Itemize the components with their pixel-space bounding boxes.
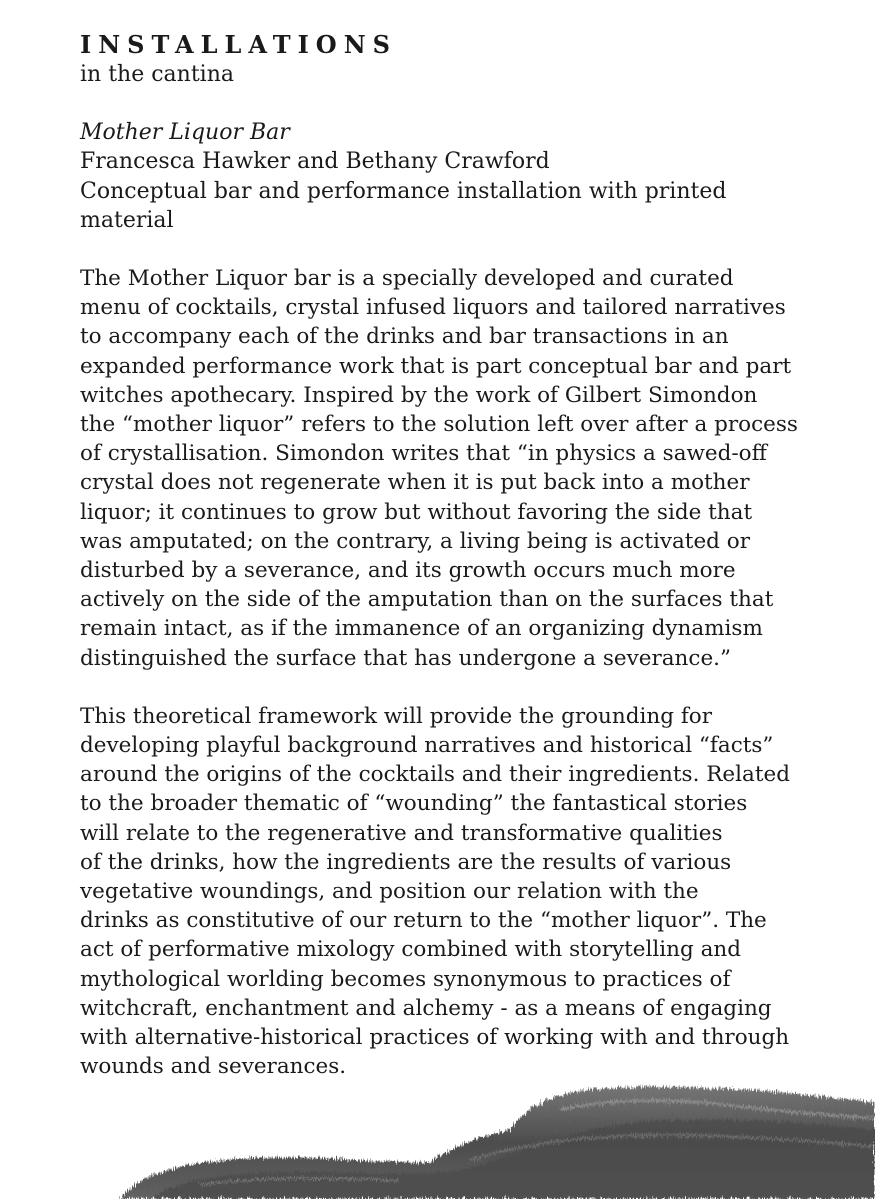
text-line: will relate to the regenerative and transformative qualities xyxy=(80,820,723,846)
ink-brush-stroke xyxy=(0,1060,875,1199)
text-line: witchcraft, enchantment and alchemy - as a means of engaging xyxy=(80,995,772,1021)
section-subheading: in the cantina xyxy=(80,62,234,87)
text-line: liquor; it continues to grow but without favoring the side that xyxy=(80,499,753,525)
text-line: menu of cocktails, crystal infused liquors and tailored narratives xyxy=(80,295,786,321)
text-line: The Mother Liquor bar is a specially developed and curated xyxy=(80,266,734,292)
text-line: vegetative woundings, and position our relation with the xyxy=(80,879,699,905)
work-info xyxy=(80,118,810,235)
spacer xyxy=(80,89,810,118)
text-line: around the origins of the cocktails and their ingredients. Related xyxy=(80,762,790,788)
text-line: the “mother liquor” refers to the solution left over after a process xyxy=(80,412,798,438)
text-line: actively on the side of the amputation than on the surfaces that xyxy=(80,587,774,613)
text-line: This theoretical framework will provide the grounding for xyxy=(80,703,713,729)
text-line: to accompany each of the drinks and bar transactions in an xyxy=(80,324,729,350)
text-line: to the broader thematic of “wounding” the fantastical stories xyxy=(80,791,748,817)
text-line: distinguished the surface that has undergone a severance.” xyxy=(80,645,731,671)
spacer xyxy=(80,235,810,264)
text-line: expanded performance work that is part conceptual bar and part xyxy=(80,353,792,379)
text-line: of the drinks, how the ingredients are the results of various xyxy=(80,849,732,875)
text-line: drinks as constitutive of our return to the “mother liquor”. The xyxy=(80,908,767,934)
spacer xyxy=(80,673,810,702)
text-line: disturbed by a severance, and its growth occurs much more xyxy=(80,558,736,584)
text-line: with alternative-historical practices of working with and through xyxy=(80,1025,790,1051)
text-line: crystal does not regenerate when it is put back into a mother xyxy=(80,470,750,496)
text-line: developing playful background narratives and historical “facts” xyxy=(80,733,774,759)
text-line: act of performative mixology combined with storytelling and xyxy=(80,937,742,963)
text-line: remain intact, as if the immanence of an organizing dynamism xyxy=(80,616,763,642)
text-line: wounds and severances. xyxy=(80,1054,347,1080)
section-heading: INSTALLATIONS xyxy=(80,30,397,59)
text-line: was amputated; on the contrary, a living being is activated or xyxy=(80,528,750,554)
work-medium-line-2: material xyxy=(80,207,174,233)
work-title: Mother Liquor Bar xyxy=(80,120,290,146)
text-line: witches apothecary. Inspired by the work of Gilbert Simondon xyxy=(80,382,758,408)
work-medium-line-1: Conceptual bar and performance installation with printed xyxy=(80,178,727,204)
document-body xyxy=(80,30,810,1082)
text-line: mythological worlding becomes synonymous to practices of xyxy=(80,966,731,992)
work-artists: Francesca Hawker and Bethany Crawford xyxy=(80,149,550,175)
text-line: of crystallisation. Simondon writes that “in physics a sawed-off xyxy=(80,441,767,467)
description-paragraph-1 xyxy=(80,264,810,673)
description-paragraph-2 xyxy=(80,702,810,1082)
